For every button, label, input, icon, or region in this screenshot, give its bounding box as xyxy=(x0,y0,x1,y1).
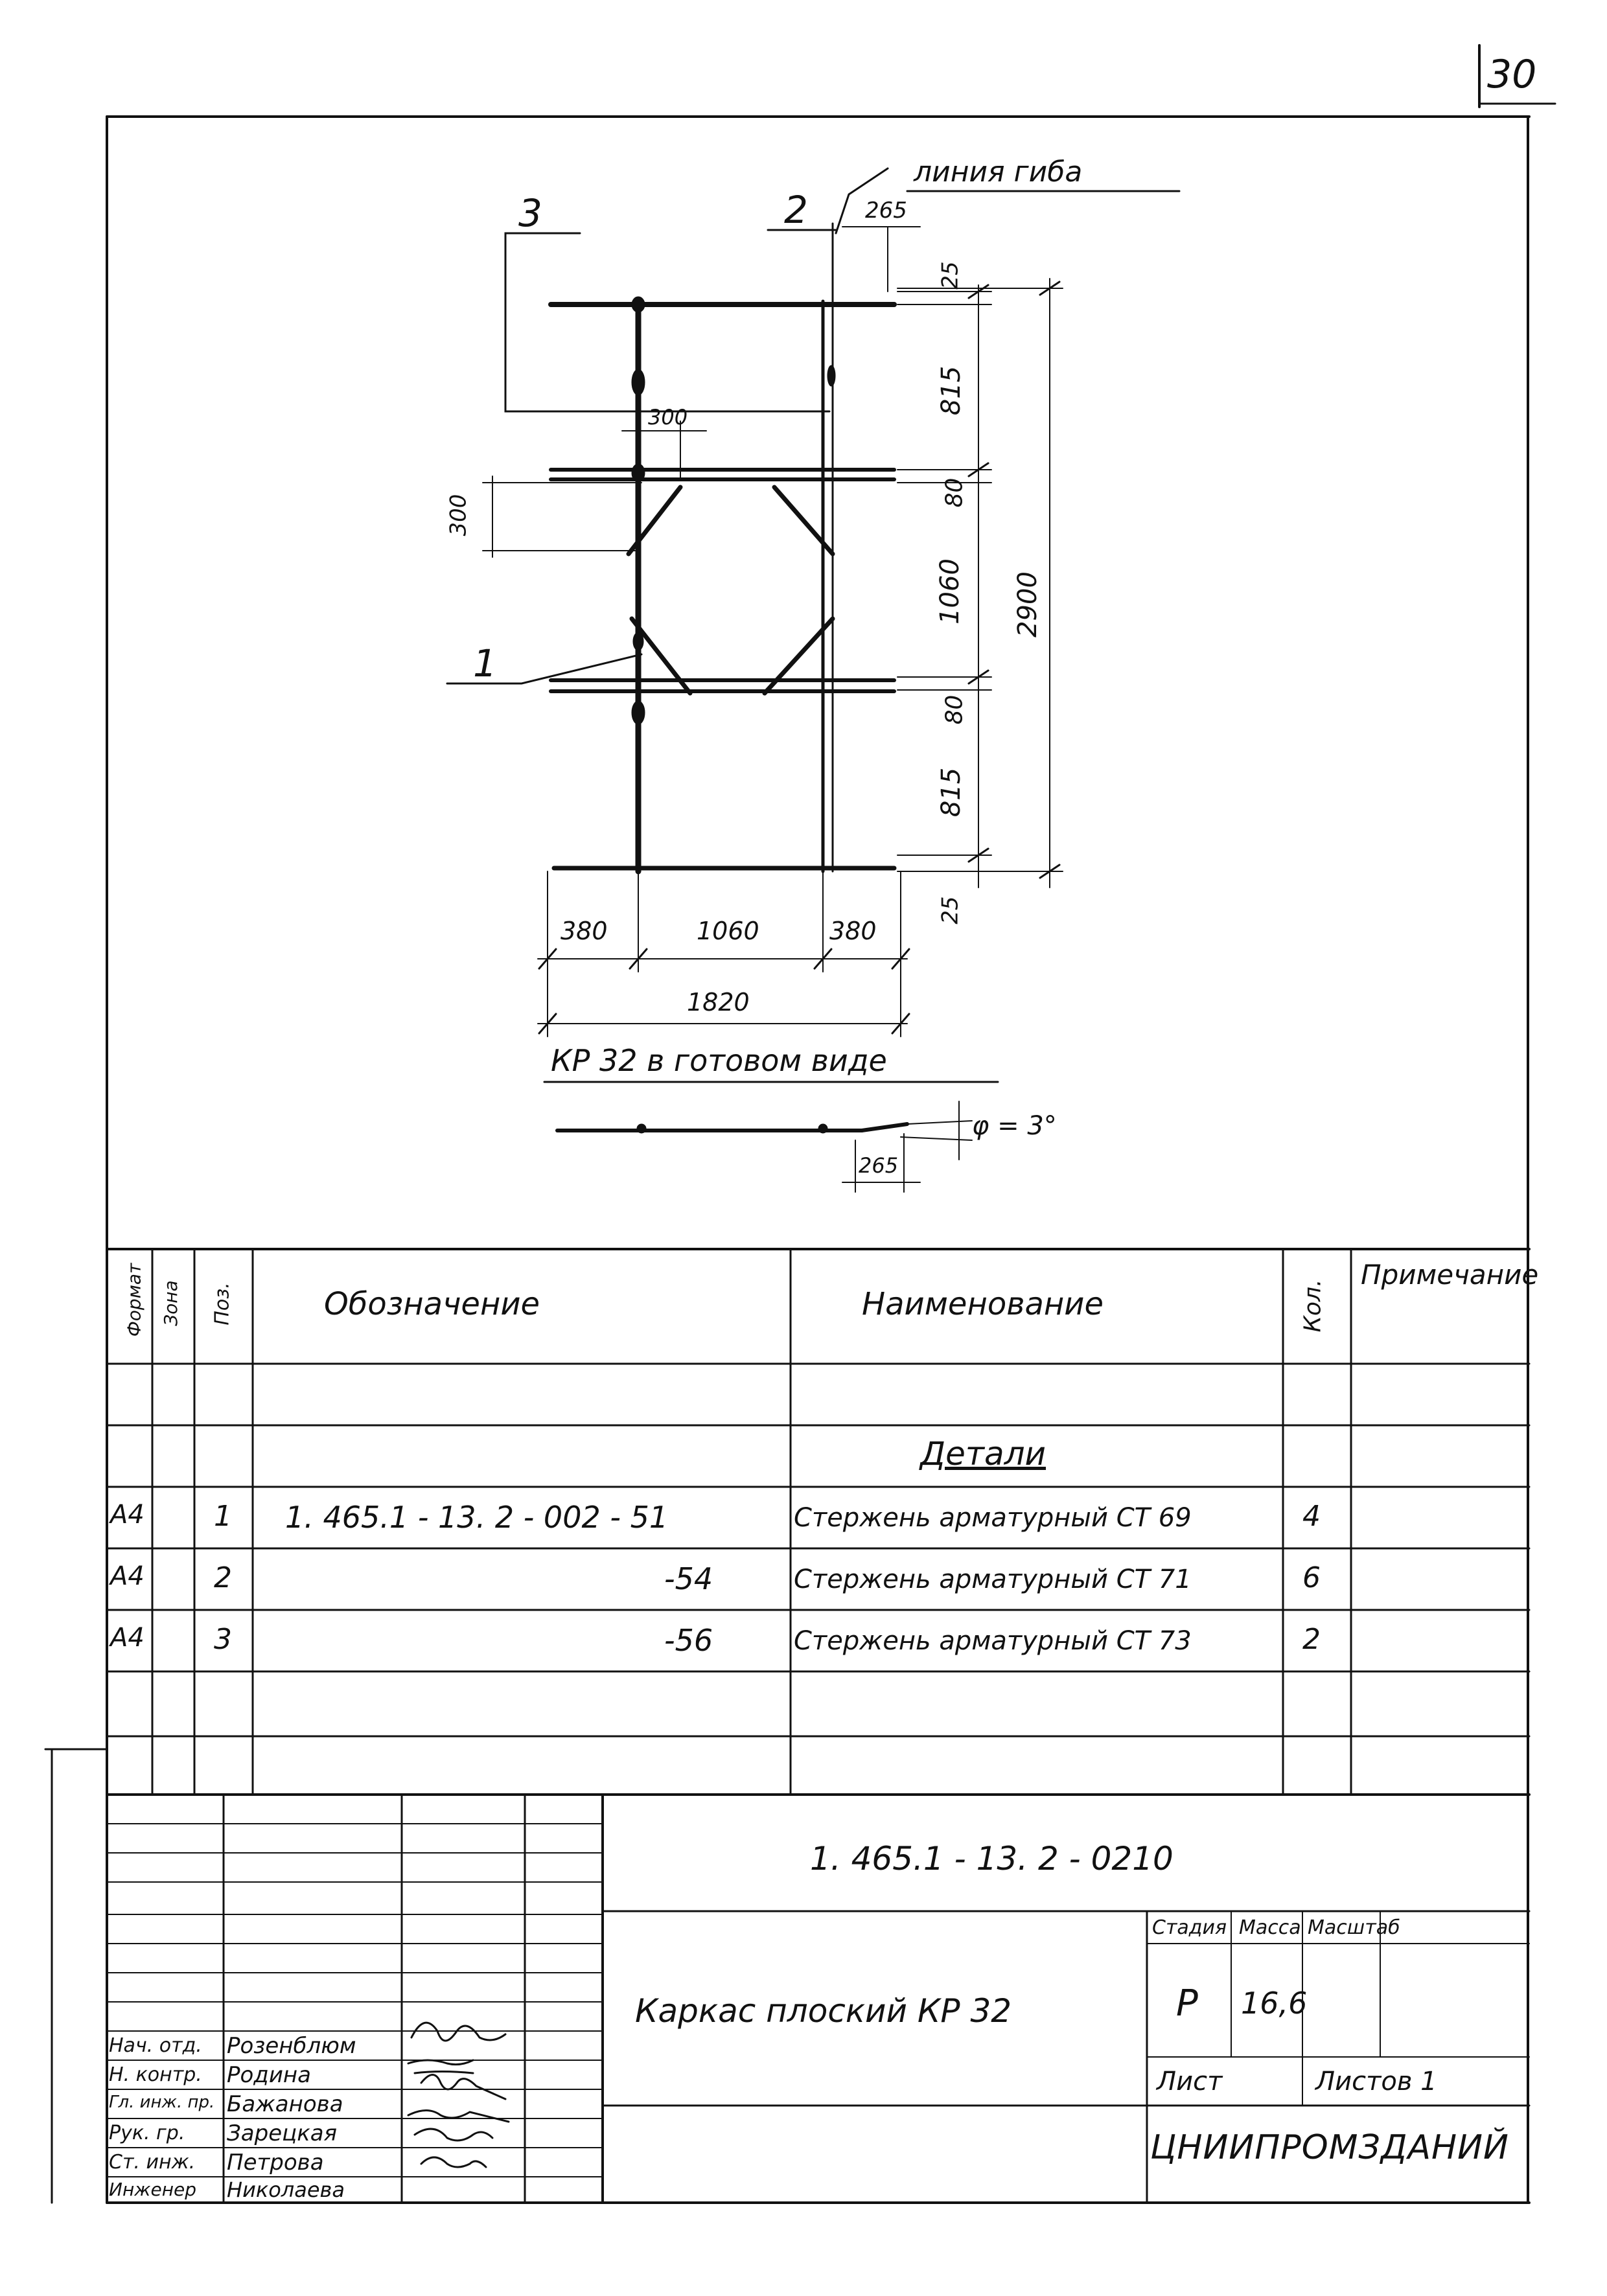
row-qty: 2 xyxy=(1302,1623,1321,1656)
header-zone: Зона xyxy=(159,1280,181,1326)
row-qty: 6 xyxy=(1302,1561,1321,1594)
drawing-title: Каркас плоский КР 32 xyxy=(635,1992,1012,2030)
header-designation: Обозначение xyxy=(324,1286,540,1322)
dim-1060-horizontal: 1060 xyxy=(697,917,759,945)
dim-380-right: 380 xyxy=(829,917,877,945)
position-label-3: 3 xyxy=(518,191,542,235)
row-format: А4 xyxy=(110,1623,145,1653)
document-code: 1. 465.1 - 13. 2 - 0210 xyxy=(810,1840,1173,1877)
dim-25-bottom: 25 xyxy=(937,896,964,924)
stage-value: Р xyxy=(1176,1982,1198,2025)
dim-815-bottom: 815 xyxy=(936,767,967,818)
scale-label: Масштаб xyxy=(1308,1916,1400,1939)
signatory-role: Н. контр. xyxy=(109,2063,202,2086)
signatory-role: Ст. инж. xyxy=(109,2151,196,2174)
dim-300-vertical: 300 xyxy=(445,494,472,536)
bend-angle: φ = 3° xyxy=(972,1111,1057,1141)
organization-name: ЦНИИПРОМЗДАНИЙ xyxy=(1150,2128,1509,2167)
signatory-role: Рук. гр. xyxy=(109,2122,185,2144)
section-title: Детали xyxy=(920,1435,1046,1473)
sheets-label: Листов 1 xyxy=(1315,2067,1437,2096)
dim-300-horizontal: 300 xyxy=(648,405,688,430)
row-pos: 2 xyxy=(214,1561,232,1594)
signatory-name: Бажанова xyxy=(227,2091,343,2117)
dim-80-top: 80 xyxy=(941,477,968,508)
dim-25-top: 25 xyxy=(937,261,964,290)
row-name: Стержень арматурный СТ 73 xyxy=(794,1626,1192,1656)
header-format: Формат xyxy=(123,1263,145,1337)
bend-line-label: линия гиба xyxy=(914,155,1083,189)
signatory-name: Розенблюм xyxy=(227,2033,356,2059)
cage-drawing xyxy=(447,168,1179,1192)
stage-label: Стадия xyxy=(1152,1916,1227,1939)
dim-265-side: 265 xyxy=(859,1153,899,1178)
row-pos: 3 xyxy=(214,1623,232,1656)
dim-265-top: 265 xyxy=(865,198,907,224)
row-designation: 1. 465.1 - 13. 2 - 002 - 51 xyxy=(285,1500,669,1535)
position-label-1: 1 xyxy=(473,641,497,685)
position-label-2: 2 xyxy=(784,188,808,232)
row-designation: -54 xyxy=(664,1561,713,1596)
signatures xyxy=(408,2023,509,2167)
row-name: Стержень арматурный СТ 69 xyxy=(794,1503,1192,1533)
row-qty: 4 xyxy=(1302,1500,1321,1533)
dim-1820: 1820 xyxy=(687,988,750,1016)
row-designation: -56 xyxy=(664,1623,713,1658)
mass-value: 16,6 xyxy=(1241,1986,1308,2021)
dim-1060-vertical: 1060 xyxy=(934,558,965,625)
signatory-name: Зарецкая xyxy=(227,2120,338,2146)
sheet-label: Лист xyxy=(1157,2067,1223,2096)
header-note: Примечание xyxy=(1361,1259,1539,1291)
header-qty: Кол. xyxy=(1299,1279,1326,1333)
row-format: А4 xyxy=(110,1500,145,1530)
header-pos: Поз. xyxy=(211,1282,234,1326)
signatory-name: Петрова xyxy=(227,2150,324,2175)
mass-label: Масса xyxy=(1239,1916,1301,1939)
dim-380-left: 380 xyxy=(561,917,608,945)
signatory-name: Родина xyxy=(227,2062,311,2088)
signatory-role: Инженер xyxy=(109,2179,197,2200)
dim-2900: 2900 xyxy=(1012,571,1043,637)
row-name: Стержень арматурный СТ 71 xyxy=(794,1565,1192,1594)
row-format: А4 xyxy=(110,1561,145,1591)
row-pos: 1 xyxy=(214,1500,232,1533)
dim-80-bottom: 80 xyxy=(941,695,968,725)
drawing-caption: КР 32 в готовом виде xyxy=(551,1043,887,1078)
page-number: 30 xyxy=(1487,52,1537,97)
dim-815-top: 815 xyxy=(936,365,967,416)
header-name: Наименование xyxy=(862,1286,1104,1322)
signatory-name: Николаева xyxy=(227,2177,345,2202)
signatory-role: Гл. инж. пр. xyxy=(109,2093,215,2112)
signatory-role: Нач. отд. xyxy=(109,2034,202,2057)
